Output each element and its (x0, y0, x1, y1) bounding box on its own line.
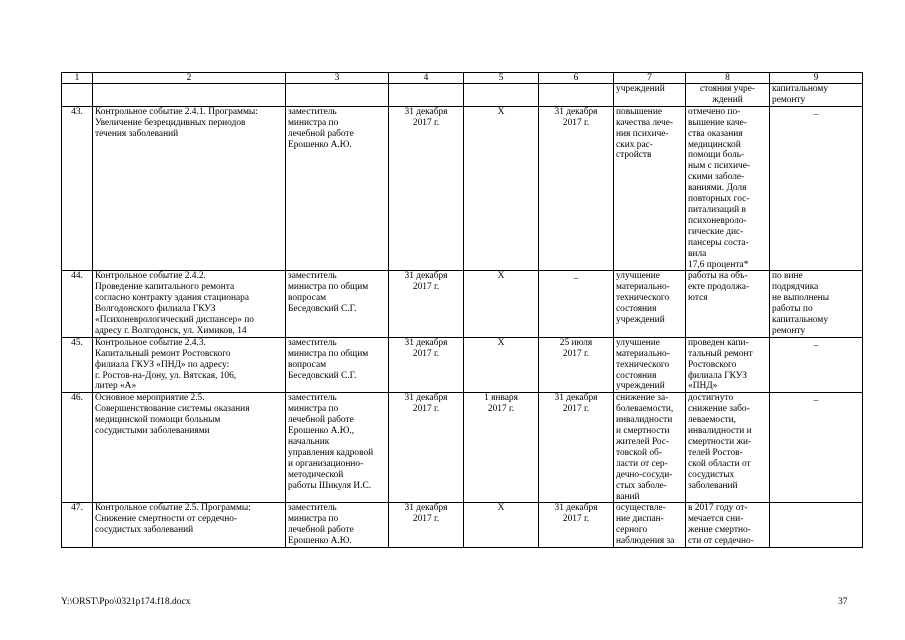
event-cell: Основное мероприятие 2.5. Совершенствование системы оказания медицинской помощи больным сосудистыми заболеваниями (93, 393, 286, 503)
table-cell (539, 84, 614, 107)
event-cell: Контрольное событие 2.4.3. Капитальный ремонт Ростовского филиала ГКУЗ «ПНД» по адресу: г. Ростов-на-Дону, ул. Вятская, 106, литер «А» (93, 337, 286, 393)
problems-cell: по вине подрядчика не выполнены работы по капитальному ремонту (770, 271, 863, 337)
start-date-cell: Х (464, 337, 539, 393)
expected-result-cell: улучшение материально- технического состояния учреждений (614, 271, 686, 337)
expected-result-cell: осуществле- ние диспан- серного наблюдения за (614, 503, 686, 548)
responsible-cell: заместитель министра по общим вопросам Беседовский С.Г. (286, 337, 389, 393)
actual-result-cell: отмечено по- вышение каче- ства оказания медицинской помощи боль- ным с психиче- скими заболе- ваниями. Доля повторных гос- питализаций в психоневроло- гические дис- пансеры соста- вила 17,6 процента* (686, 106, 770, 271)
expected-result-cell: улучшение материально- технического состояния учреждений (614, 337, 686, 393)
planned-date-cell: 31 декабря 2017 г. (389, 337, 464, 393)
problems-cell: _ (770, 106, 863, 271)
expected-result-cell: повышение качества лече- ния психиче- ских рас- стройств (614, 106, 686, 271)
end-date-cell: 31 декабря 2017 г. (539, 106, 614, 271)
column-number: 7 (614, 73, 686, 84)
event-cell: Контрольное событие 2.5. Программы: Снижение смертности от сердечно- сосудистых заболеваний (93, 503, 286, 548)
problems-cell: _ (770, 393, 863, 503)
actual-result-cell: достигнуто снижение забо- леваемости, инвалидности и смертности жи- телей Ростов- ской области от сосудистых заболеваний (686, 393, 770, 503)
end-date-cell: 31 декабря 2017 г. (539, 393, 614, 503)
continuation-row (62, 84, 863, 107)
actual-result-cell: в 2017 году от- мечается сни- жение смертно- сти от сердечно- (686, 503, 770, 548)
column-number: 5 (464, 73, 539, 84)
end-date-cell: _ (539, 271, 614, 337)
column-number: 6 (539, 73, 614, 84)
actual-result-cell: работы на объ- екте продолжа- ются (686, 271, 770, 337)
page-number: 37 (838, 597, 848, 607)
end-date-cell: 31 декабря 2017 г. (539, 503, 614, 548)
end-date-cell: 25 июля 2017 г. (539, 337, 614, 393)
responsible-cell: заместитель министра по лечебной работе Ерошенко А.Ю. (286, 106, 389, 271)
responsible-cell: заместитель министра по лечебной работе Ерошенко А.Ю. (286, 503, 389, 548)
row-number: 46. (62, 393, 93, 503)
column-number: 1 (62, 73, 93, 84)
row-number: 45. (62, 337, 93, 393)
table-cell (286, 84, 389, 107)
column-number: 3 (286, 73, 389, 84)
responsible-cell: заместитель министра по лечебной работе Ерошенко А.Ю., начальник управления кадровой и организационно- методической работы Шикуля И.С. (286, 393, 389, 503)
column-number: 2 (93, 73, 286, 84)
responsible-cell: заместитель министра по общим вопросам Беседовский С.Г. (286, 271, 389, 337)
file-path-footer: Y:\ORST\Ppo\0321p174.f18.docx (61, 597, 191, 607)
planned-date-cell: 31 декабря 2017 г. (389, 271, 464, 337)
start-date-cell: 1 января 2017 г. (464, 393, 539, 503)
table-cell (93, 84, 286, 107)
table-row (62, 106, 863, 271)
planned-date-cell: 31 декабря 2017 г. (389, 393, 464, 503)
column-number: 8 (686, 73, 770, 84)
expected-result-cell: снижение за- болеваемости, инвалидности и смертности жителей Рос- товской об- ласти от сер- дечно-сосуди- стых заболе- ваний (614, 393, 686, 503)
table-row (62, 393, 863, 503)
problems-cell: _ (770, 337, 863, 393)
table-cell: учреждений (614, 84, 686, 107)
row-number: 44. (62, 271, 93, 337)
column-number: 9 (770, 73, 863, 84)
problems-cell (770, 503, 863, 548)
table-cell: стояния учре- ждений (686, 84, 770, 107)
planned-date-cell: 31 декабря 2017 г. (389, 503, 464, 548)
row-number: 47. (62, 503, 93, 548)
table-cell (389, 84, 464, 107)
event-cell: Контрольное событие 2.4.2. Проведение капитального ремонта согласно контракту здания стационара Волгодонского филиала ГКУЗ «Психоневрологический диспансер» по адресу г. Волгодонск, ул. Химиков, 14 (93, 271, 286, 337)
table-cell (62, 84, 93, 107)
report-table (61, 72, 863, 548)
table-row (62, 271, 863, 337)
table-row (62, 337, 863, 393)
row-number: 43. (62, 106, 93, 271)
start-date-cell: Х (464, 503, 539, 548)
actual-result-cell: проведен капи- тальный ремонт Ростовского филиала ГКУЗ «ПНД» (686, 337, 770, 393)
table-cell: капитальному ремонту (770, 84, 863, 107)
start-date-cell: Х (464, 106, 539, 271)
start-date-cell: Х (464, 271, 539, 337)
column-number: 4 (389, 73, 464, 84)
event-cell: Контрольное событие 2.4.1. Программы: Увеличение безрецидивных периодов течения заболеваний (93, 106, 286, 271)
table-row (62, 503, 863, 548)
table-cell (464, 84, 539, 107)
column-number-row (62, 73, 863, 84)
planned-date-cell: 31 декабря 2017 г. (389, 106, 464, 271)
